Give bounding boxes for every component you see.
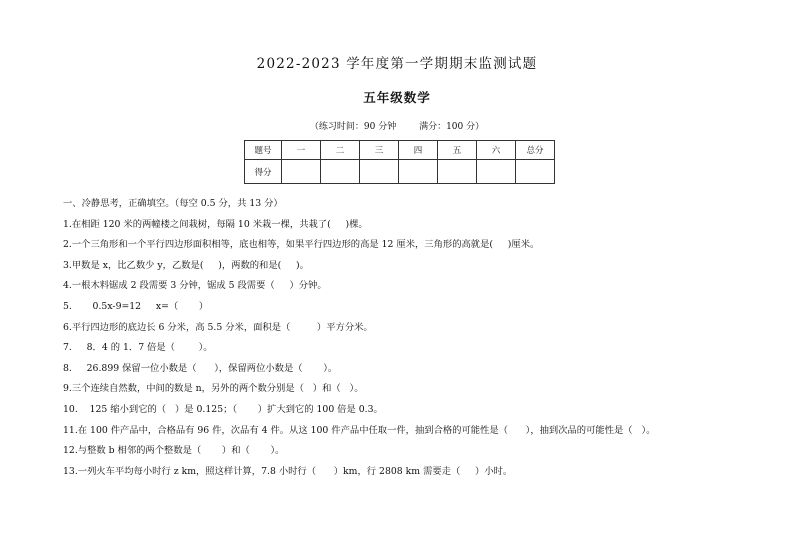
score-blank[interactable] (360, 160, 399, 184)
question-10: 10. 125 缩小到它的（ ）是 0.125；（ ）扩大到它的 100 倍是 0.3。 (63, 403, 383, 415)
question-8: 8. 26.899 保留一位小数是（ ），保留两位小数是（ ）。 (63, 362, 338, 374)
score-table-cell: 五 (438, 141, 477, 160)
document-subtitle: 五年级数学 (363, 90, 431, 105)
question-3: 3.甲数是 x，比乙数少 y，乙数是( )，两数的和是( )。 (63, 259, 309, 271)
question-9: 9.三个连续自然数，中间的数是 n，另外的两个数分别是（ ）和（ ）。 (63, 383, 364, 395)
score-blank[interactable] (399, 160, 438, 184)
score-label: 得分 (245, 160, 282, 184)
score-table-cell: 四 (399, 141, 438, 160)
question-13: 13.一列火车平均每小时行 z km，照这样计算，7.8 小时行（ ）km，行 2808 km 需要走（ ）小时。 (63, 465, 513, 477)
score-blank[interactable] (282, 160, 321, 184)
question-1: 1.在相距 120 米的两幢楼之间栽树，每隔 10 米栽一棵，共栽了( )棵。 (63, 218, 368, 230)
question-11: 11.在 100 件产品中，合格品有 96 件，次品有 4 件。从这 100 件产品中任取一件，抽到合格的可能性是（ ），抽到次品的可能性是（ ）。 (63, 424, 656, 436)
question-4: 4.一根木料锯成 2 段需要 3 分钟，锯成 5 段需要（ ）分钟。 (63, 280, 327, 292)
score-blank[interactable] (438, 160, 477, 184)
question-list (63, 194, 655, 482)
question-12: 12.与整数 b 相邻的两个整数是（ ）和（ ）。 (63, 445, 285, 457)
document-title: 2022-2023 学年度第一学期期末监测试题 (256, 56, 538, 72)
score-table-cell: 题号 (245, 141, 282, 160)
score-table-cell: 一 (282, 141, 321, 160)
question-6: 6.平行四边形的底边长 6 分米，高 5.5 分米，面积是（ ）平方分米。 (63, 321, 373, 333)
score-blank[interactable] (321, 160, 360, 184)
score-table-cell: 总分 (516, 141, 555, 160)
score-table-header-row (245, 141, 555, 160)
section-heading: 一、冷静思考，正确填空。（每空 0.5 分，共 13 分） (63, 198, 283, 209)
question-5: 5. 0.5x-9=12 x=（ ） (63, 300, 209, 312)
score-table-cell: 六 (477, 141, 516, 160)
question-7: 7. 8．4 的 1．7 倍是（ ）。 (63, 342, 213, 354)
score-table (244, 140, 555, 184)
score-table-cell: 三 (360, 141, 399, 160)
score-blank[interactable] (477, 160, 516, 184)
exam-info: （练习时间：90 分钟 满分：100 分） (309, 122, 485, 132)
score-table-score-row (245, 160, 555, 184)
question-2: 2.一个三角形和一个平行四边形面积相等，底也相等，如果平行四边形的高是 12 厘米，三角形的高就是( )厘米。 (63, 239, 540, 251)
score-table-cell: 二 (321, 141, 360, 160)
score-blank[interactable] (516, 160, 555, 184)
